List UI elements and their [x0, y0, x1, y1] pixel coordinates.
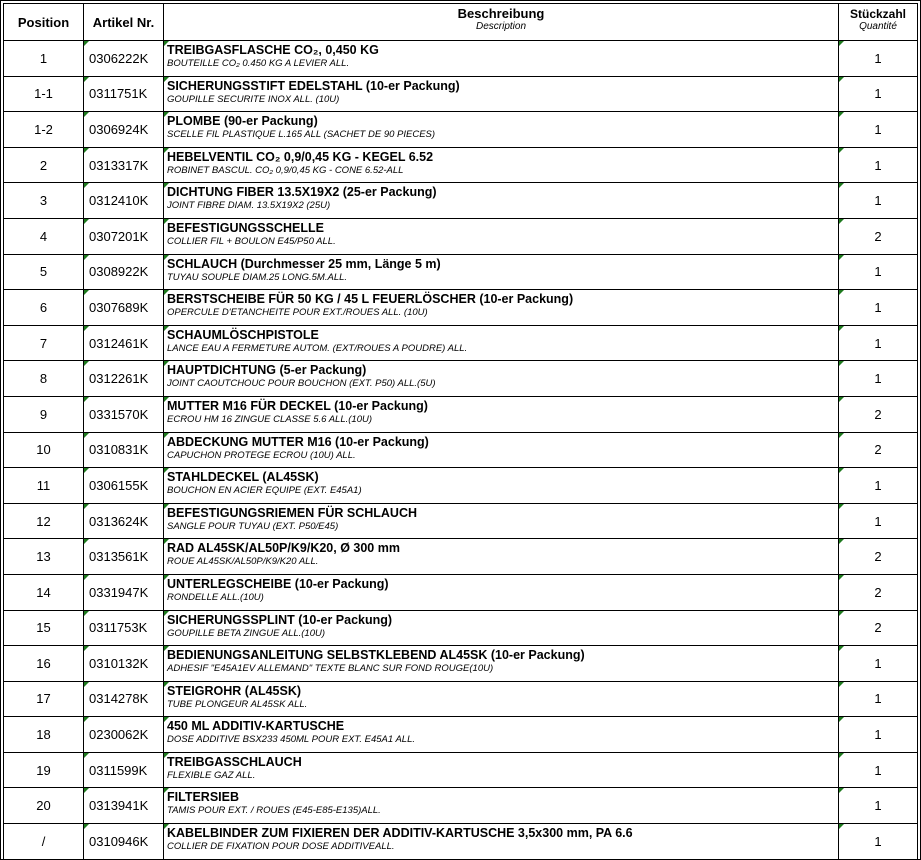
description-fr: SANGLE POUR TUYAU (EXT. P50/E45) [167, 520, 339, 532]
quantity-cell [839, 432, 918, 468]
description-cell [164, 254, 839, 290]
table-row [4, 432, 918, 468]
table-row [4, 147, 918, 183]
quantity-value: 1 [874, 299, 882, 315]
artikel-number: 0307201K [89, 228, 149, 244]
artikel-number: 0313624K [89, 513, 149, 529]
artikel-cell [84, 574, 164, 610]
table-row [4, 752, 918, 788]
comment-marker-icon [164, 539, 169, 544]
description-cell [164, 290, 839, 326]
artikel-number: 0314278K [89, 691, 149, 707]
table-row [4, 396, 918, 432]
artikel-cell [84, 717, 164, 753]
artikel-cell [84, 503, 164, 539]
comment-marker-icon [84, 788, 89, 793]
quantity-value: 1 [874, 264, 882, 280]
quantity-value: 1 [874, 335, 882, 351]
description-de: BEFESTIGUNGSRIEMEN FÜR SCHLAUCH [167, 505, 418, 520]
table-row [4, 717, 918, 753]
description-fr: JOINT CAOUTCHOUC POUR BOUCHON (EXT. P50) ALL.(5U) [167, 378, 436, 390]
position-header: Position [4, 4, 84, 41]
beschreibung-label: Beschreibung [457, 6, 545, 21]
artikel-cell [84, 112, 164, 148]
quantity-cell [839, 503, 918, 539]
artikel-cell [84, 147, 164, 183]
artikel-cell [84, 396, 164, 432]
table-row [4, 76, 918, 112]
comment-marker-icon [84, 611, 89, 616]
comment-marker-icon [84, 397, 89, 402]
description-cell [164, 503, 839, 539]
artikel-number: 0311599K [89, 762, 148, 778]
description-de: STEIGROHR (AL45SK) [167, 683, 302, 698]
comment-marker-icon [839, 504, 844, 509]
comment-marker-icon [164, 219, 169, 224]
comment-marker-icon [84, 255, 89, 260]
table-row [4, 788, 918, 824]
artikel-number: 0312461K [89, 335, 149, 351]
description-fr: FLEXIBLE GAZ ALL. [167, 769, 256, 781]
description-label: Description [475, 21, 527, 32]
comment-marker-icon [164, 112, 169, 117]
description-fr: BOUCHON EN ACIER EQUIPE (EXT. E45A1) [167, 485, 362, 497]
quantity-value: 2 [874, 442, 882, 458]
comment-marker-icon [84, 290, 89, 295]
description-cell [164, 824, 839, 860]
table-row [4, 325, 918, 361]
artikel-number: 0308922K [89, 264, 149, 280]
artikel-cell [84, 254, 164, 290]
description-fr: ROUE AL45SK/AL50P/K9/K20 ALL. [167, 556, 319, 568]
artikel-cell [84, 752, 164, 788]
artikel-number: 0313561K [89, 549, 149, 565]
artikel-cell [84, 290, 164, 326]
description-de: PLOMBE (90-er Packung) [167, 114, 318, 129]
quantity-cell [839, 610, 918, 646]
quantity-cell [839, 681, 918, 717]
comment-marker-icon [839, 682, 844, 687]
description-fr: ECROU HM 16 ZINGUE CLASSE 5.6 ALL.(10U) [167, 413, 373, 425]
description-de: TREIBGASFLASCHE CO₂, 0,450 KG [167, 43, 379, 57]
position-cell: 19 [4, 752, 84, 788]
position-cell: 20 [4, 788, 84, 824]
artikel-number: 0306155K [89, 477, 149, 493]
description-de: SCHAUMLÖSCHPISTOLE [167, 327, 319, 342]
quantity-cell [839, 254, 918, 290]
quantity-cell [839, 218, 918, 254]
position-cell: 3 [4, 183, 84, 219]
comment-marker-icon [839, 753, 844, 758]
comment-marker-icon [839, 290, 844, 295]
quantity-value: 1 [874, 691, 882, 707]
quantity-value: 1 [874, 157, 882, 173]
position-cell: 1 [4, 41, 84, 77]
description-cell [164, 610, 839, 646]
comment-marker-icon [839, 219, 844, 224]
description-de: RAD AL45SK/AL50P/K9/K20, Ø 300 mm [167, 541, 400, 556]
comment-marker-icon [164, 468, 169, 473]
position-cell: 6 [4, 290, 84, 326]
description-cell [164, 646, 839, 682]
position-cell: 16 [4, 646, 84, 682]
table-row [4, 290, 918, 326]
description-cell [164, 396, 839, 432]
table-row [4, 254, 918, 290]
description-fr: ROBINET BASCUL. CO₂ 0,9/0,45 KG - CONE 6.52-ALL [167, 164, 404, 176]
quantity-cell [839, 290, 918, 326]
position-cell: 15 [4, 610, 84, 646]
description-de: TREIBGASSCHLAUCH [167, 754, 302, 769]
comment-marker-icon [839, 717, 844, 722]
comment-marker-icon [839, 539, 844, 544]
quantity-cell [839, 76, 918, 112]
comment-marker-icon [839, 397, 844, 402]
comment-marker-icon [164, 397, 169, 402]
quantity-value: 1 [874, 833, 882, 849]
description-de: BEDIENUNGSANLEITUNG SELBSTKLEBEND AL45SK (10-er Packung) [167, 648, 585, 663]
quantity-value: 2 [874, 406, 882, 422]
position-cell: / [4, 824, 84, 860]
quantite-label: Quantité [859, 21, 897, 32]
artikel-cell [84, 41, 164, 77]
quantity-cell [839, 396, 918, 432]
description-de: SCHLAUCH (Durchmesser 25 mm, Länge 5 m) [167, 256, 441, 271]
header-row [4, 4, 918, 41]
position-cell: 5 [4, 254, 84, 290]
quantity-cell [839, 361, 918, 397]
artikel-cell [84, 183, 164, 219]
description-de: ABDECKUNG MUTTER M16 (10-er Packung) [167, 434, 429, 449]
position-cell: 18 [4, 717, 84, 753]
quantity-value: 1 [874, 762, 882, 778]
artikel-cell [84, 325, 164, 361]
artikel-cell [84, 610, 164, 646]
artikel-number: 0312261K [89, 371, 149, 387]
artikel-number: 0311753K [89, 620, 148, 636]
description-cell [164, 325, 839, 361]
artikel-cell [84, 218, 164, 254]
description-cell [164, 218, 839, 254]
comment-marker-icon [84, 148, 89, 153]
artikel-number: 0331570K [89, 406, 149, 422]
comment-marker-icon [839, 611, 844, 616]
quantity-cell [839, 788, 918, 824]
description-fr: ADHESIF "E45A1EV ALLEMAND" TEXTE BLANC SUR FOND ROUGE(10U) [167, 663, 494, 675]
description-fr: GOUPILLE BETA ZINGUE ALL.(10U) [167, 627, 326, 639]
comment-marker-icon [84, 682, 89, 687]
description-cell [164, 183, 839, 219]
quantity-value: 1 [874, 121, 882, 137]
comment-marker-icon [84, 77, 89, 82]
description-cell [164, 41, 839, 77]
artikel-number: 0310946K [89, 833, 149, 849]
position-cell: 10 [4, 432, 84, 468]
description-de: KABELBINDER ZUM FIXIEREN DER ADDITIV-KARTUSCHE 3,5x300 mm, PA 6.6 [167, 826, 633, 841]
description-de: BERSTSCHEIBE FÜR 50 KG / 45 L FEUERLÖSCHER (10-er Packung) [167, 292, 574, 307]
position-cell: 12 [4, 503, 84, 539]
comment-marker-icon [164, 148, 169, 153]
quantity-cell [839, 41, 918, 77]
description-de: FILTERSIEB [167, 790, 239, 805]
description-fr: CAPUCHON PROTEGE ECROU (10U) ALL. [167, 449, 356, 461]
stueckzahl-label: Stückzahl [849, 7, 906, 21]
comment-marker-icon [164, 753, 169, 758]
comment-marker-icon [839, 148, 844, 153]
artikel-number: 0307689K [89, 299, 149, 315]
description-fr: TUYAU SOUPLE DIAM.25 LONG.5M.ALL. [167, 271, 348, 283]
table-row [4, 183, 918, 219]
description-fr: TUBE PLONGEUR AL45SK ALL. [167, 698, 308, 710]
description-fr: JOINT FIBRE DIAM. 13.5X19X2 (25U) [167, 200, 331, 212]
description-cell [164, 361, 839, 397]
comment-marker-icon [839, 575, 844, 580]
quantity-value: 2 [874, 620, 882, 636]
comment-marker-icon [84, 646, 89, 651]
description-fr: TAMIS POUR EXT. / ROUES (E45-E85-E135)ALL. [167, 805, 381, 817]
quantity-value: 1 [874, 371, 882, 387]
comment-marker-icon [164, 788, 169, 793]
comment-marker-icon [839, 77, 844, 82]
comment-marker-icon [839, 361, 844, 366]
description-fr: BOUTEILLE CO₂ 0.450 KG A LEVIER ALL. [167, 58, 350, 69]
artikel-cell [84, 468, 164, 504]
artikel-header: Artikel Nr. [84, 4, 164, 41]
position-cell: 17 [4, 681, 84, 717]
comment-marker-icon [164, 326, 169, 331]
artikel-number: 0311751K [89, 86, 148, 102]
artikel-cell [84, 824, 164, 860]
comment-marker-icon [839, 326, 844, 331]
description-de: MUTTER M16 FÜR DECKEL (10-er Packung) [167, 398, 428, 413]
comment-marker-icon [164, 77, 169, 82]
comment-marker-icon [84, 361, 89, 366]
artikel-cell [84, 788, 164, 824]
quantity-cell [839, 183, 918, 219]
position-cell: 1-1 [4, 76, 84, 112]
comment-marker-icon [84, 433, 89, 438]
description-fr: LANCE EAU A FERMETURE AUTOM. (EXT/ROUES A POUDRE) ALL. [167, 342, 468, 354]
position-cell: 14 [4, 574, 84, 610]
comment-marker-icon [839, 112, 844, 117]
position-cell: 11 [4, 468, 84, 504]
beschreibung-header [164, 4, 839, 41]
position-cell: 7 [4, 325, 84, 361]
artikel-cell [84, 646, 164, 682]
table-row [4, 41, 918, 77]
comment-marker-icon [164, 433, 169, 438]
description-cell [164, 681, 839, 717]
comment-marker-icon [84, 468, 89, 473]
description-de: BEFESTIGUNGSSCHELLE [167, 220, 324, 235]
description-cell [164, 752, 839, 788]
artikel-cell [84, 76, 164, 112]
position-cell: 2 [4, 147, 84, 183]
quantity-cell [839, 646, 918, 682]
quantity-value: 1 [874, 50, 882, 66]
quantity-cell [839, 147, 918, 183]
comment-marker-icon [164, 290, 169, 295]
description-de: HEBELVENTIL CO₂ 0,9/0,45 KG - KEGEL 6.52 [167, 149, 434, 164]
quantity-value: 1 [874, 655, 882, 671]
quantity-value: 1 [874, 798, 882, 814]
comment-marker-icon [164, 41, 169, 46]
comment-marker-icon [84, 539, 89, 544]
artikel-cell [84, 681, 164, 717]
comment-marker-icon [839, 646, 844, 651]
artikel-number: 0313317K [89, 157, 149, 173]
artikel-number: 0306924K [89, 121, 149, 137]
artikel-number: 0313941K [89, 798, 149, 814]
comment-marker-icon [839, 824, 844, 829]
position-cell: 8 [4, 361, 84, 397]
quantity-value: 1 [874, 477, 882, 493]
table-row [4, 574, 918, 610]
comment-marker-icon [84, 326, 89, 331]
description-cell [164, 112, 839, 148]
comment-marker-icon [164, 717, 169, 722]
quantity-value: 1 [874, 193, 882, 209]
comment-marker-icon [164, 183, 169, 188]
comment-marker-icon [839, 468, 844, 473]
description-cell [164, 468, 839, 504]
artikel-number: 0310831K [89, 442, 149, 458]
description-fr: RONDELLE ALL.(10U) [167, 591, 264, 603]
table-row [4, 218, 918, 254]
comment-marker-icon [164, 611, 169, 616]
description-cell [164, 539, 839, 575]
description-fr: OPERCULE D'ETANCHEITE POUR EXT./ROUES ALL. (10U) [167, 307, 428, 319]
table-row [4, 503, 918, 539]
description-de: SICHERUNGSSPLINT (10-er Packung) [167, 612, 393, 627]
artikel-cell [84, 539, 164, 575]
description-fr: COLLIER DE FIXATION POUR DOSE ADDITIVEALL. [167, 841, 395, 853]
comment-marker-icon [84, 219, 89, 224]
comment-marker-icon [84, 183, 89, 188]
quantity-cell [839, 112, 918, 148]
description-fr: GOUPILLE SECURITE INOX ALL. (10U) [167, 93, 340, 105]
quantity-value: 2 [874, 228, 882, 244]
comment-marker-icon [164, 361, 169, 366]
comment-marker-icon [84, 753, 89, 758]
description-de: HAUPTDICHTUNG (5-er Packung) [167, 363, 367, 378]
comment-marker-icon [84, 717, 89, 722]
artikel-number: 0312410K [89, 193, 149, 209]
description-cell [164, 788, 839, 824]
description-de: DICHTUNG FIBER 13.5X19X2 (25-er Packung) [167, 185, 437, 200]
table-row [4, 681, 918, 717]
comment-marker-icon [164, 824, 169, 829]
description-cell [164, 432, 839, 468]
description-de: 450 ML ADDITIV-KARTUSCHE [167, 719, 345, 734]
comment-marker-icon [84, 504, 89, 509]
comment-marker-icon [164, 504, 169, 509]
comment-marker-icon [164, 255, 169, 260]
comment-marker-icon [164, 575, 169, 580]
quantity-cell [839, 325, 918, 361]
quantity-cell [839, 539, 918, 575]
description-de: STAHLDECKEL (AL45SK) [167, 470, 319, 485]
table-row [4, 646, 918, 682]
comment-marker-icon [839, 183, 844, 188]
quantity-value: 1 [874, 727, 882, 743]
position-cell: 1-2 [4, 112, 84, 148]
comment-marker-icon [839, 255, 844, 260]
comment-marker-icon [164, 682, 169, 687]
description-fr: DOSE ADDITIVE BSX233 450ML POUR EXT. E45A1 ALL. [167, 734, 415, 746]
table-row [4, 361, 918, 397]
parts-table [3, 3, 918, 860]
table-row [4, 468, 918, 504]
quantity-value: 1 [874, 86, 882, 102]
stueckzahl-header [839, 4, 918, 41]
description-cell [164, 717, 839, 753]
artikel-number: 0331947K [89, 584, 149, 600]
table-row [4, 610, 918, 646]
table-row [4, 824, 918, 860]
artikel-cell [84, 361, 164, 397]
quantity-cell [839, 717, 918, 753]
artikel-number: 0306222K [89, 50, 149, 66]
comment-marker-icon [84, 112, 89, 117]
quantity-cell [839, 752, 918, 788]
artikel-cell [84, 432, 164, 468]
comment-marker-icon [839, 433, 844, 438]
table-row [4, 539, 918, 575]
comment-marker-icon [84, 824, 89, 829]
quantity-cell [839, 468, 918, 504]
artikel-number: 0310132K [89, 655, 149, 671]
artikel-number: 0230062K [89, 727, 149, 743]
description-cell [164, 76, 839, 112]
position-cell: 4 [4, 218, 84, 254]
description-cell [164, 147, 839, 183]
comment-marker-icon [839, 788, 844, 793]
description-fr: SCELLE FIL PLASTIQUE L.165 ALL (SACHET DE 90 PIECES) [167, 129, 436, 141]
comment-marker-icon [84, 41, 89, 46]
comment-marker-icon [164, 646, 169, 651]
position-cell: 9 [4, 396, 84, 432]
description-fr: COLLIER FIL + BOULON E45/P50 ALL. [167, 235, 336, 247]
position-cell: 13 [4, 539, 84, 575]
quantity-value: 1 [874, 513, 882, 529]
description-cell [164, 574, 839, 610]
quantity-value: 2 [874, 549, 882, 565]
table-row [4, 112, 918, 148]
description-de: UNTERLEGSCHEIBE (10-er Packung) [167, 576, 389, 591]
description-de: SICHERUNGSSTIFT EDELSTAHL (10-er Packung) [167, 78, 460, 93]
quantity-cell [839, 824, 918, 860]
quantity-cell [839, 574, 918, 610]
comment-marker-icon [84, 575, 89, 580]
quantity-value: 2 [874, 584, 882, 600]
comment-marker-icon [839, 41, 844, 46]
